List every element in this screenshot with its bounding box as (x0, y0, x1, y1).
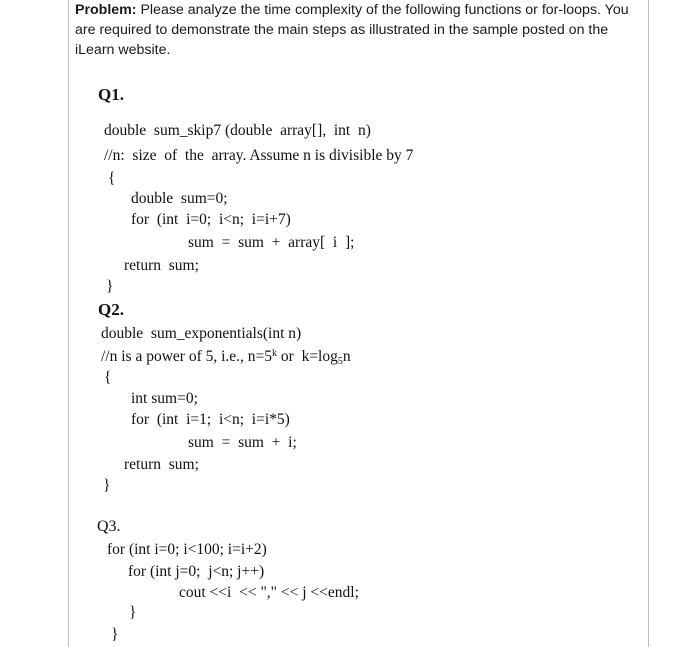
page-border-right (648, 0, 649, 647)
problem-text: Please analyze the time complexity of the following functions or for-loops. You are required to demonstrate the main steps as illustrated in the sample posted on the iLearn website. (75, 2, 629, 58)
q2-comment-suffix: n (342, 348, 351, 365)
q2-body: sum = sum + i; (188, 434, 297, 451)
q1-body: sum = sum + array[ i ]; (188, 234, 355, 251)
q2-decl: int sum=0; (131, 390, 198, 407)
q2-return: return sum; (124, 456, 199, 473)
problem-label: Problem: (75, 2, 137, 18)
q3-inner-loop: for (int j=0; j<n; j++) (128, 563, 265, 580)
q2-heading: Q2. (98, 300, 124, 319)
q2-open-brace: { (104, 369, 112, 386)
q1-signature: double sum_skip7 (double array[], int n) (104, 122, 371, 139)
q1-open-brace: { (108, 170, 116, 187)
q2-close-brace: } (103, 477, 111, 494)
q3-body: cout <<i << "," << j <<endl; (179, 584, 359, 601)
q2-comment-sub: 5 (337, 356, 343, 367)
problem-statement (75, 0, 635, 60)
q3-heading: Q3. (97, 518, 121, 535)
q1-close-brace: } (106, 278, 114, 295)
q2-comment-sup: k (272, 348, 278, 359)
q1-comment: //n: size of the array. Assume n is divisible by 7 (104, 147, 414, 164)
q1-loop: for (int i=0; i<n; i=i+7) (131, 211, 291, 228)
q2-comment (101, 348, 351, 366)
page-border-left (68, 0, 69, 647)
q3-inner-close: } (129, 604, 137, 621)
q1-heading: Q1. (98, 85, 124, 104)
q3-outer-loop: for (int i=0; i<100; i=i+2) (107, 541, 267, 558)
q1-return: return sum; (124, 257, 199, 274)
q3-outer-close: } (111, 626, 119, 643)
q1-decl: double sum=0; (131, 190, 228, 207)
q2-loop: for (int i=1; i<n; i=i*5) (131, 411, 290, 428)
q2-comment-prefix: //n is a power of 5, i.e., n=5 (101, 348, 273, 365)
q2-signature: double sum_exponentials(int n) (101, 325, 302, 342)
q2-comment-mid: or k=log (277, 348, 338, 365)
